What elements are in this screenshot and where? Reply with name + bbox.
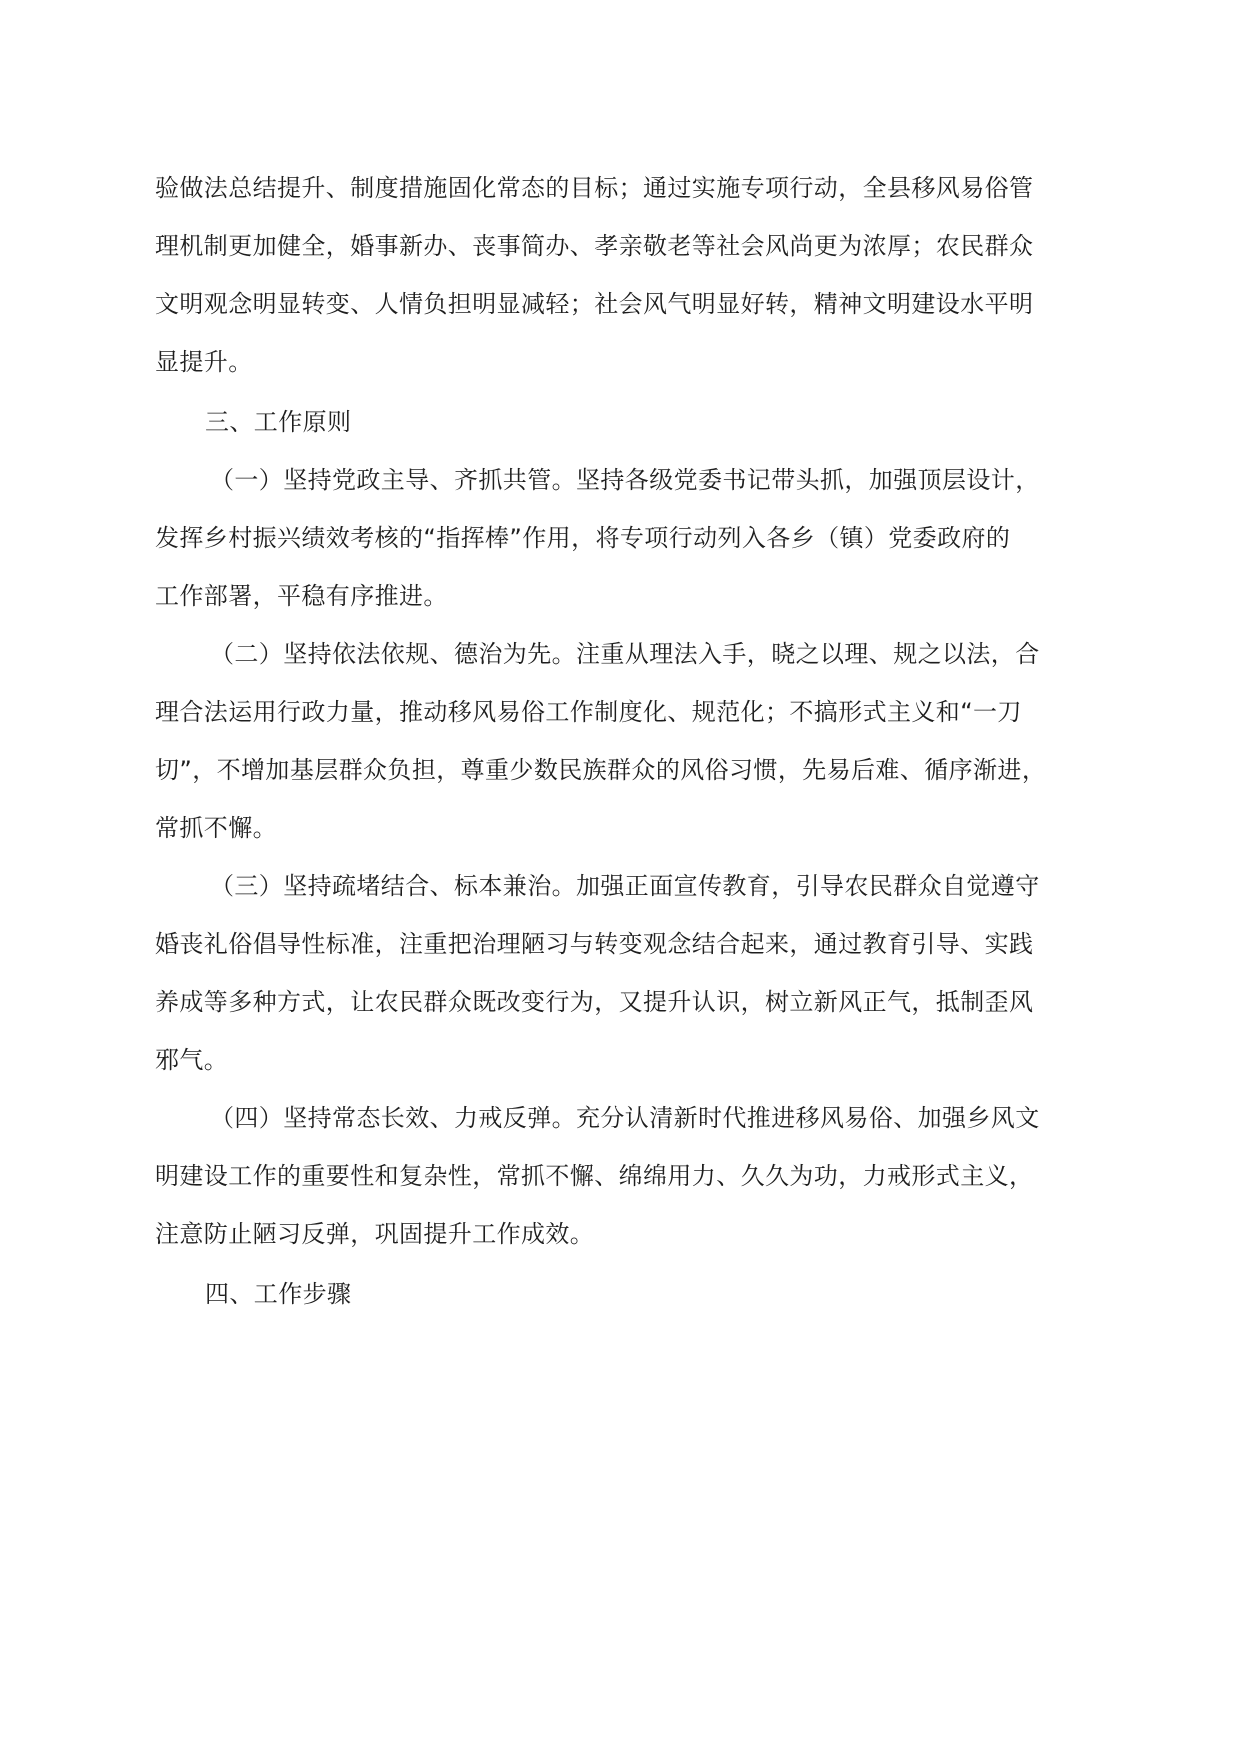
body-text-line: 文明观念明显转变、人情负担明显减轻；社会风气明显好转，精神文明建设水平明 — [155, 290, 1034, 318]
body-text-line: 明建设工作的重要性和复杂性，常抓不懈、绵绵用力、久久为功，力戒形式主义， — [155, 1162, 1034, 1190]
body-text-line: 邪气。 — [155, 1046, 229, 1074]
body-text-line: 理机制更加健全，婚事新办、丧事简办、孝亲敬老等社会风尚更为浓厚；农民群众 — [155, 232, 1034, 260]
body-text-line: 注意防止陋习反弹，巩固提升工作成效。 — [155, 1220, 595, 1248]
body-text-line: （三）坚持疏堵结合、标本兼治。加强正面宣传教育，引导农民群众自觉遵守 — [210, 872, 1040, 900]
body-text-line: （一）坚持党政主导、齐抓共管。坚持各级党委书记带头抓，加强顶层设计， — [210, 466, 1040, 494]
body-text-line: 婚丧礼俗倡导性标准，注重把治理陋习与转变观念结合起来，通过教育引导、实践 — [155, 930, 1034, 958]
body-text-line: （四）坚持常态长效、力戒反弹。充分认清新时代推进移风易俗、加强乡风文 — [210, 1104, 1040, 1132]
body-text-line: 发挥乡村振兴绩效考核的“指挥棒”作用，将专项行动列入各乡（镇）党委政府的 — [155, 524, 1011, 552]
body-text-line: 验做法总结提升、制度措施固化常态的目标；通过实施专项行动，全县移风易俗管 — [155, 174, 1034, 202]
body-text-line: 显提升。 — [155, 348, 253, 376]
body-text-line: 理合法运用行政力量，推动移风易俗工作制度化、规范化；不搞形式主义和“一刀 — [155, 698, 1022, 726]
body-text-line: 养成等多种方式，让农民群众既改变行为，又提升认识，树立新风正气，抵制歪风 — [155, 988, 1034, 1016]
body-text-line: 切”，不增加基层群众负担，尊重少数民族群众的风俗习惯，先易后难、循序渐进， — [155, 756, 1047, 784]
section-heading: 三、工作原则 — [205, 408, 352, 436]
section-heading: 四、工作步骤 — [205, 1280, 352, 1308]
body-text-line: 常抓不懈。 — [155, 814, 277, 842]
body-text-line: （二）坚持依法依规、德治为先。注重从理法入手，晓之以理、规之以法，合 — [210, 640, 1040, 668]
body-text-line: 工作部署，平稳有序推进。 — [155, 582, 448, 610]
